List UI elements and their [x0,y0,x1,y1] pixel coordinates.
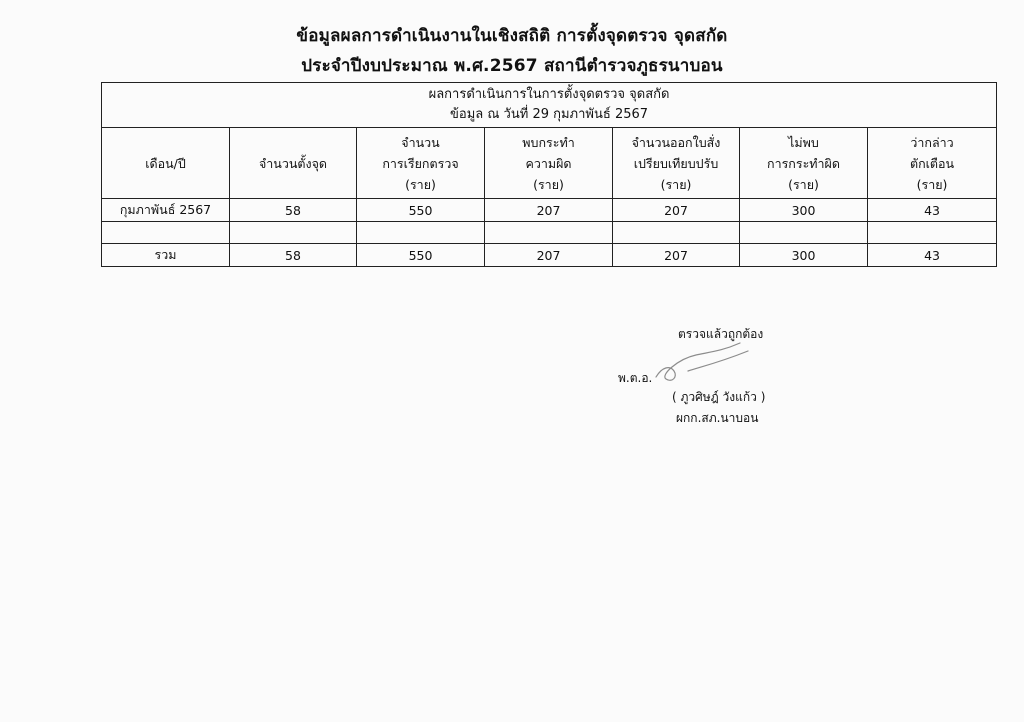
table-cell: 550 [357,244,485,267]
column-header-line: ว่ากล่าว [910,134,954,150]
table-cell: 207 [613,244,740,267]
column-header-line: จำนวนตั้งจุด [258,155,328,171]
statistics-table [101,82,997,267]
column-header [102,128,230,199]
column-header-line: ความผิด [525,155,572,171]
verified-text: ตรวจแล้วถูกต้อง [678,327,764,341]
table-cell [613,222,740,244]
column-header [485,128,613,199]
column-header-line: ตักเตือน [909,155,955,171]
column-header-line: (ราย) [405,176,436,192]
column-header-line: ไม่พบ [788,134,819,150]
handwritten-signature [648,337,758,387]
column-header-line: (ราย) [788,176,819,192]
table-cell: กุมภาพันธ์ 2567 [102,199,230,222]
table-body [102,199,997,267]
table-cell: 58 [230,244,357,267]
document-title: ข้อมูลผลการดำเนินงานในเชิงสถิติ การตั้งจุดตรวจ จุดสกัด [296,26,728,46]
table-cell [102,222,230,244]
column-header-line: (ราย) [533,176,564,192]
column-header [740,128,868,199]
table-total-row [102,244,997,267]
column-header-line: เปรียบเทียบปรับ [633,155,719,171]
signer-rank: พ.ต.อ. [618,371,653,385]
column-header-line: พบกระทำ [522,134,575,150]
column-header-line: การเรียกตรวจ [382,155,459,171]
table-cell: 207 [613,199,740,222]
document-subtitle: ประจำปีงบประมาณ พ.ศ.2567 สถานีตำรวจภูธรนาบอน [301,56,723,76]
table-cell [357,222,485,244]
signer-position: ผกก.สภ.นาบอน [676,411,759,425]
column-header [613,128,740,199]
table-cell [230,222,357,244]
table-cell: 300 [740,199,868,222]
signature-block [600,325,860,435]
column-header [868,128,997,199]
table-banner-row [102,83,997,128]
banner-date: ข้อมูล ณ วันที่ 29 กุมภาพันธ์ 2567 [450,107,649,122]
column-header-line: (ราย) [916,176,948,192]
table-cell [740,222,868,244]
column-header-line: (ราย) [660,176,692,192]
column-header-line: จำนวน [401,134,440,150]
column-header [357,128,485,199]
table-row [102,199,997,222]
table-cell: 58 [230,199,357,222]
signer-name: ( ภูวศิษฎ์ วังแก้ว ) [672,390,766,404]
table-cell: 43 [868,199,997,222]
table-cell: รวม [102,244,230,267]
table-cell: 550 [357,199,485,222]
column-header-line: เดือน/ปี [145,155,186,171]
table-cell [868,222,997,244]
table-cell: 207 [485,244,613,267]
table-cell: 43 [868,244,997,267]
table-banner [102,83,997,128]
table-row [102,222,997,244]
table-cell: 207 [485,199,613,222]
column-header-line: การกระทำผิด [767,155,840,171]
table-header-row [102,128,997,199]
column-header [230,128,357,199]
table-cell [485,222,613,244]
column-header-line: จำนวนออกใบสั่ง [631,134,721,150]
banner-title: ผลการดำเนินการในการตั้งจุดตรวจ จุดสกัด [428,87,670,102]
table-cell: 300 [740,244,868,267]
